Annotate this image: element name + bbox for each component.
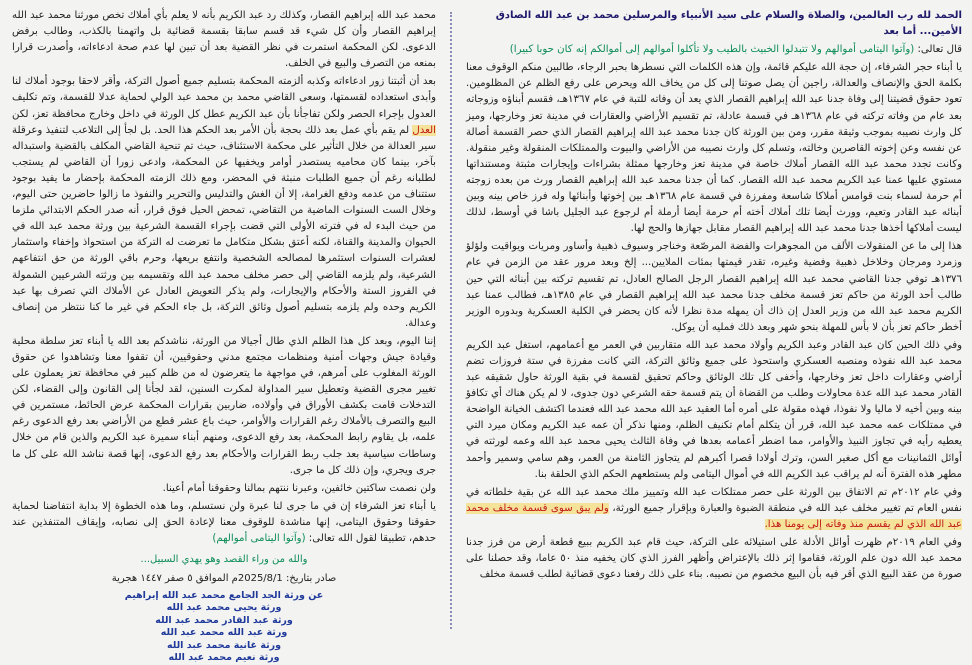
- left-paragraph-5-text: يا أبناء تعز الشرفاء إن في ما جرى لنا عبرة ولن نستسلم، وما هذه الخطوة إلا بداية انتفاضنا لحماية حقوقنا وحقوق اليتامى، إنها مناشدة للوقوف معنا لإعادة الحق إلى نصابه، وإيقاف المتنفذين عند حدهم، تطبيقا لقول الله تعالى:: [12, 500, 436, 544]
- signature-block: [12, 590, 436, 665]
- signature-line: ورثة عبد الله محمد عبد الله: [160, 627, 288, 638]
- quran-citation: [466, 42, 962, 58]
- left-paragraph-3: إننا اليوم، وبعد كل هذا الظلم الذي طال أجيالا من الورثة، نناشدكم بعد الله يا أبناء تعز سلطة محلية وقيادة جيش وجهات أمنية ومنظمات مجتمع مدني وحقوقيين، أن تقفوا معنا وتشاهدوا عن حقوق الورثة المغلوب على أمرهم، في مواجهة ما يتعرضون له من ظلم كبير في محافظة تعز يعملون على تغيير مجرى القضية وتعطيل سير المداولة لمكرت السنين، لقد لجأنا إلى القانون وإلى القضاء، لكن التدخلات قامت بكشف الأوراق في وأولاده، ضاربين بقرارات المحكمة عرض الحائط، مستمرين في البيع والتصرف بالأملاك رغم القرارات والأوامر، حيث باع عشر قطع من الأراضي بعد رفع الدعوى رغم علمه، بل يقاوم رابط المحكمة، بعد رفع الدعوى، ومنهم أبناء سميرة عبد الكريم والذين قام من خلال وساطات سياسية بعد جلب ربط القرارات والأحكام بعد رفع الدعوى، إنها قصة نناشد الله على كل ما جرى ويجري، وإن ذلك كل ما جرى.: [12, 335, 436, 476]
- document-footer: [12, 553, 436, 664]
- body-paragraph-3: وفي ذلك الحين كان عبد القادر وعبد الكريم وأولاد محمد عبد الله متقاربين في العمر مع أعمامهم، استغل عبد الكريم محمد عبد الله نفوذه ومنصبه العسكري واستحوذ على جميع وثائق التركة، التي كانت مفرزة في ستة فروزات تضم أراضي وعقارات داخل تعز وخارجها، وأخفى كل تلك الوثائق وحاكم تحقيق لقسمة في بقية الورثة حاول شقيقه عبد القادر محمد عبد الله عدة محاولات وطلب من القضاة أن يتم قسمة حقه الشرعي دون جدوى، لا لم يكن هناك أي تكافؤ بينه وبين أخيه لا ماليا ولا نفوذا، فهذه مقولة على أمره أما العقيد عبد الله محمد عبد الله فعندما اكتشف الخيانة الواضحة في ممتلكات عمه محمد عبد الله، قرر أن يتكلم أمام تكنيف الظلم، ومنها نذكر أن عمه عبد الكريم ومكان ميرد التي يعطيه رأيه في تجاوز النبيذ والأوامر، مما اضطر أعمامه بعدها في وفاة الثالث يحيى محمد عبد الله وعمه لورثته في أوائل الثمانينات مع أكل صغير السن، وترك أولادا قصرا أكبرهم لم يتجاوز الثامنة من العمر، وهم سامي وسمير وأحمد مطهر هذه الفترة أنه لم يراقب عبد الكريم الله في أموال اليتامى ولم يستطعهم الحكم الذي الحلقة بنا.: [466, 339, 962, 480]
- body-paragraph-2: هذا إلى ما عن المنقولات الألف من المجوهرات والفضة المرصّعة وخناجر وسيوف ذهبية وأساور ومريات ويواقيت ولؤلؤ وزمرد ومرجان وخلاخل ذهبية وفضية وغيره، تقدر قيمتها بمئات الملايين... إلخ وبعد مرور عقد من الزمن في عام ١٣٧٦هـ توفي جدنا القاضي محمد عبد الله إبراهيم القصار الرجل الصالح العادل، تم تقسيم تركته بين أبنائه التي حين طالب أحد الورثة من حاكم تعز قسمة مخلف جدنا محمد عبد الله إبراهيم القصار في عام ١٣٨٥هـ، فطالب عمنا عبد الكريم محمد عبد الله من وزير العدل إن ذاك أن يمهله مدة نظرا لأنه كان يحضر في الكلية العسكرية وبدوره الوزير أخطر حاكم تعز بأن لا بأس للمهلة بنحو شهر وبعد ذلك فمليه أن يوكل.: [466, 241, 962, 333]
- signature-line: ورثة غانية محمد عبد الله: [166, 639, 282, 651]
- signature-line: عن ورثة الجد الجامع محمد عبد الله إبراهيم: [124, 589, 324, 601]
- highlighted-word: العدل: [412, 124, 436, 136]
- body-paragraph-4: [466, 485, 962, 533]
- closing-quran-verse: (وآتوا اليتامى أموالهم): [212, 533, 306, 544]
- body-paragraph-5: وفي العام ٢٠١٩م ظهرت أوائل الأدلة على استيلائه على التركة، حيث قام عبد الكريم ببيع قطعة أرض من فرز جدنا محمد عبد الله دون علم الورثة، فقاموا إثر ذلك بالإعتراض وأظهر الفرز الذي كان يخفيه منذ ٥٠ عاما، وقد حصلنا على صورة من عقد البيع الذي أقر فيه بأن البيع مخصوم من نصيبه. بناء على ذلك رفعنا دعوى قضائية لطلب قسمة مخلف: [466, 537, 962, 581]
- column-divider: [450, 12, 452, 629]
- signature-line: ورثة نعيم محمد عبد الله: [168, 652, 280, 663]
- opening-heading: الحمد لله رب العالمين، والصلاة والسلام على سيد الأنبياء والمرسلين محمد بن عبد الله الصادق الأمين... أما بعد: [495, 10, 962, 38]
- closing-phrase: والله من وراء القصد وهو يهدي السبيل...: [140, 554, 308, 566]
- right-column: [452, 8, 962, 633]
- issue-date: صادر بتاريخ: 2025/8/1م الموافق ٥ صفر ١٤٤٧ هجرية: [111, 573, 337, 585]
- left-paragraph-1: محمد عبد الله إبراهيم القصار، وكذلك رد عبد الكريم بأنه لا يعلم بأي أملاك تخص مورثنا محمد عبد الله إبراهيم القصار وأن كل شيء قد قسم سابقا بقسمة قضائية بل واتهمنا بالكذب، وطالب برفض الدعوى. لكن المحكمة استمرت في نظر القضية بعد أن تبين لها عدم صحة ادعاءاته، وأصدرت قرارا بمنعه من التصرف والبيع في الخلف.: [12, 10, 436, 70]
- highlighted-statement: ولم يبق سوى قسمة مخلف محمد عبد الله الذي لم يقسم منذ وفاته إلى يومنا هذا.: [466, 502, 962, 530]
- left-paragraph-2-end: لم يقم بأي عمل بعد ذلك بحجة بأن الأمر بعد الحكم هذا الحد. بل لجأ إلى التلاعب لتنفيذ وعرقلة سير العدالة من خلال التأثير على محكمة الاستئناف، حيث تم تنحية القاضي المكلف بالقضية واستبداله بآخر، بينما كان محاميه يستصدر أوامر ويخفيها عن المحكمة، وادعى زورا أن القاضي لم يستجب لطلبانه رغم أن جميع الطلبات منبثة في المحضر، ومع ذلك الزمته المحكمة بإحضار ما يفيد بوجود ستتناف من عدمه ودفع الغرامة، إلا أن الغش والتدليس والتحرير والنفوذ ما زالوا حاضرين حتى اليوم، وخلال الست السنوات الماضية من التقاضي، تمحض الحيل فوق قرار، أنه صدر الحكم الابتدائي ملزما من حيث البدء له في فترته الأولى التي قضت بإجراء القسمة الشرعية بين ورثة محمد عبد الله في الحيوان والمدينة والقناة، لكنه أعتق بشكل متكامل ما تعرضت له التركة من استحواذ وإخفاء واستثمار لعشرات السنوات استثمرها لمصالحه الشخصية وانتفع بريعها، وحرم باقي الورثة من حق انتفاعهم الشرعية، ولم يلزمه القاضي إلى حصر مخلف محمد عبد الله وتقسيمه بين ورثته الشرعيين الشمولة في الفروز الستة والأحكام والإيجارات، ولم يذكر التعويض العادل عن الأملاك التي تصرف بها عبد الكريم وحده ولم يلزمه بتسليم أصول وثائق التركة، بل جاء الحكم في غير ما كنا ننتظر من إنصاف وعدالة.: [12, 124, 436, 329]
- signature-line: ورثة عبد القادر محمد عبد الله: [155, 614, 293, 626]
- left-paragraph-5: [12, 499, 436, 547]
- left-column: [12, 8, 450, 663]
- signature-line: ورثة يحيى محمد عبد الله: [166, 602, 282, 613]
- left-paragraph-4: ولن نصمت ساكتين خائفين، وعبرنا ننتهم بمالنا وحقوقنا أمام أعينا.: [162, 482, 436, 494]
- left-paragraph-2: [12, 74, 436, 332]
- quran-intro: قال تعالى:: [914, 44, 962, 56]
- body-paragraph-1: يا أبناء حجر الشرفاء، إن حجة الله عليكم قائمة، وإن هذه الكلمات التي نسطرها بحبر الرجاء، طالبين منكم الوقوف معنا بكلمة الحق والإنصاف والعدالة، راجين أن يصل صوتنا إلى كل من يخاف الله ويحرص على رفع الظلم عن المظلومين. تعود حقوق قضيتنا إلى وفاة جدنا عبد الله إبراهيم القصار الذي يعد أن وفاته للتبة في عام ١٣٦٧هـ، فقسم أبناؤه وزوجاته بعد عام من وفاته تركته في عام ١٣٦٨هـ في قسمة عادلة، تم تقسيم الأراضي والعقارات في مدينة تعز وخارجها، وميز كل وارث نصيبه بموجب وثيقة مقرر، ومن بين الورثة كان جدنا محمد عبد الله إبراهيم القصار الذي حصر القسمة أصالة عن نفسه وعن إخوته القاصرين وخالته، وتسلم كل وارث نصيبه من الأراضي والبيوت والممتلكات المنقولة وغير منقولة. وكانت تجدد محمد عبد الله القصار أملاك خاصة في مدينة تعز وخارجها ممثلة بشراءات وإيجارات مثبتة ومستنداتها مستوي عليها عمنا عبد الكريم محمد عبد الله القصار. كما أن جدنا محمد عبد الله إبراهيم القصار ورث من بعده زوجته أم حرمة لسماء بنت قوامس أملاكا شاسعة ومفرزة في قسمة عام ١٣٦٨هـ بين إخوتها وأبنائها وله فرز خاص بينه وبين أبنائه عبد القادر وتعيم، وورث أيضا تلك أملاك أخته أم حرمة أيضا أرملة أم لرجوع عبد الجليل باشا في أوسط، لذلك ليست أملاكها أخذها جدنا محمد عبد الله إبراهيم القصار مقابل جهازها والحج لها.: [466, 62, 962, 235]
- left-paragraph-2-start: بعد أن أثبتنا زور ادعاءاته وكذبه ألزمته المحكمة بتسليم جميع أصول التركة، وأقر لاحقا بوجود أملاك لنا وأبدى استعداده لقسمتها، وسعى القاضي محمد بن محمد عبد الولي لحماية عدلا للقسمة، وتم تكليف العدول بإجراء الحصر ولكن تفاجأنا بأن عبد الكريم عطل كل الورثة في داخل وخارج محافظة تعز، لكن: [12, 76, 436, 120]
- body-paragraph-4-text: وفي عام ٢٠١٢م تم الاتفاق بين الورثة على حصر ممتلكات عبد الله وتمييز ملك محمد عبد الله عن بقية خلطاته في نفس العام تم تغيير مخلف عبد الله في منطقة الضبوة والعبارة وبإقرار جميع الورثة،: [466, 486, 963, 514]
- quran-verse: (وآتوا اليتامى أموالهم ولا تتبدلوا الخبيث بالطيب ولا تأكلوا أموالهم إلى أموالكم إنه كان حوبا كبيرا): [509, 44, 915, 56]
